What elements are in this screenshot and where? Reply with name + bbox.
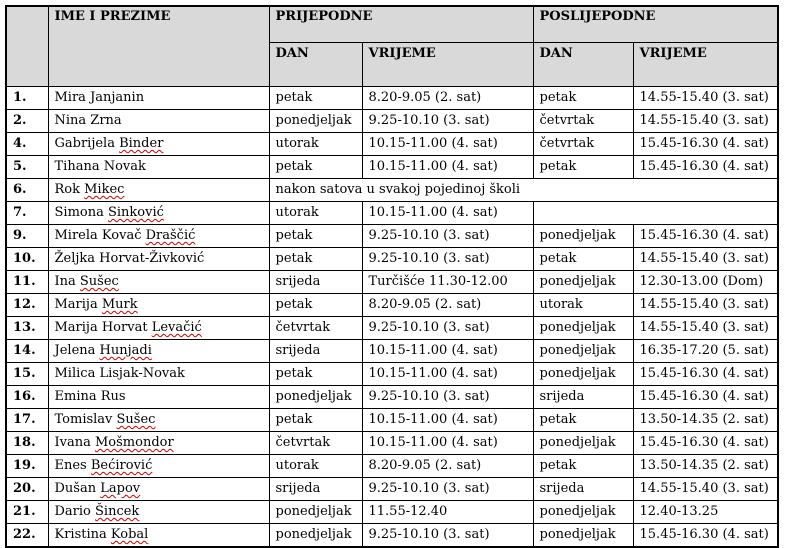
name-text-flagged: Hunjadi xyxy=(99,343,152,358)
afternoon-day: ponedjeljak xyxy=(533,317,633,340)
row-number: 18. xyxy=(6,432,48,455)
person-name xyxy=(48,317,269,340)
afternoon-day: utorak xyxy=(533,294,633,317)
table-row xyxy=(6,248,778,271)
afternoon-day: srijeda xyxy=(533,386,633,409)
row-number: 9. xyxy=(6,225,48,248)
table-row xyxy=(6,524,778,548)
row-number: 21. xyxy=(6,501,48,524)
table-row xyxy=(6,271,778,294)
afternoon-day-header: DAN xyxy=(533,43,633,87)
morning-time-header: VRIJEME xyxy=(362,43,533,87)
row-number: 13. xyxy=(6,317,48,340)
name-text-flagged: Kobal xyxy=(110,527,149,542)
afternoon-time: 14.55-15.40 (3. sat) xyxy=(633,317,778,340)
name-text: Ivana xyxy=(54,435,95,450)
afternoon-time: 14.55-15.40 (3. sat) xyxy=(633,110,778,133)
afternoon-time-header: VRIJEME xyxy=(633,43,778,87)
afternoon-time: 12.40-13.25 xyxy=(633,501,778,524)
name-text: Jelena xyxy=(54,343,100,358)
afternoon-day: četvrtak xyxy=(533,110,633,133)
row-number: 6. xyxy=(6,179,48,202)
morning-day: ponedjeljak xyxy=(269,501,362,524)
morning-time: 9.25-10.10 (3. sat) xyxy=(362,524,533,548)
name-text: Tihana Novak xyxy=(54,159,146,174)
name-text-flagged: Sušec xyxy=(116,412,156,427)
morning-day: petak xyxy=(269,156,362,179)
person-name xyxy=(48,340,269,363)
person-name xyxy=(48,248,269,271)
row-number: 10. xyxy=(6,248,48,271)
morning-time: 10.15-11.00 (4. sat) xyxy=(362,202,533,225)
morning-day: petak xyxy=(269,225,362,248)
table-row xyxy=(6,87,778,110)
row-number: 20. xyxy=(6,478,48,501)
morning-time: 10.15-11.00 (4. sat) xyxy=(362,156,533,179)
afternoon-time: 14.55-15.40 (3. sat) xyxy=(633,87,778,110)
afternoon-day: petak xyxy=(533,409,633,432)
name-text: Enes xyxy=(54,458,91,473)
morning-day: utorak xyxy=(269,455,362,478)
name-text: Ina xyxy=(54,274,80,289)
name-header: IME I PREZIME xyxy=(48,6,269,87)
morning-time: 8.20-9.05 (2. sat) xyxy=(362,455,533,478)
person-name xyxy=(48,409,269,432)
afternoon-time: 15.45-16.30 (4. sat) xyxy=(633,432,778,455)
afternoon-day: ponedjeljak xyxy=(533,524,633,548)
morning-day: srijeda xyxy=(269,271,362,294)
morning-day: četvrtak xyxy=(269,317,362,340)
afternoon-time: 13.50-14.35 (2. sat) xyxy=(633,409,778,432)
person-name xyxy=(48,202,269,225)
name-text: Emina Rus xyxy=(54,389,126,404)
morning-day: petak xyxy=(269,294,362,317)
name-text-flagged: Bećirović xyxy=(90,458,153,473)
header-row-main xyxy=(6,6,778,43)
name-text-flagged: Murk xyxy=(101,297,138,312)
table-row xyxy=(6,409,778,432)
afternoon-time: 14.55-15.40 (3. sat) xyxy=(633,478,778,501)
afternoon-day: ponedjeljak xyxy=(533,225,633,248)
row-number: 2. xyxy=(6,110,48,133)
table-row xyxy=(6,478,778,501)
morning-time: 8.20-9.05 (2. sat) xyxy=(362,294,533,317)
person-name xyxy=(48,225,269,248)
name-text-flagged: Binder xyxy=(119,136,164,151)
name-text: Mira Janjanin xyxy=(54,90,145,105)
row-number: 17. xyxy=(6,409,48,432)
morning-time: 9.25-10.10 (3. sat) xyxy=(362,317,533,340)
table-row xyxy=(6,225,778,248)
morning-day: petak xyxy=(269,87,362,110)
name-text: Simona xyxy=(54,205,108,220)
name-text-flagged: Lapov xyxy=(100,481,141,496)
table-row xyxy=(6,386,778,409)
row-number: 5. xyxy=(6,156,48,179)
afternoon-time: 15.45-16.30 (4. sat) xyxy=(633,524,778,548)
table-row xyxy=(6,110,778,133)
person-name xyxy=(48,478,269,501)
row-number: 11. xyxy=(6,271,48,294)
table-row xyxy=(6,179,778,202)
person-name xyxy=(48,179,269,202)
morning-time: 10.15-11.00 (4. sat) xyxy=(362,363,533,386)
name-text-flagged: Draščić xyxy=(145,228,196,243)
morning-day: srijeda xyxy=(269,478,362,501)
morning-day: petak xyxy=(269,409,362,432)
table-row xyxy=(6,202,778,225)
merged-note: nakon satova u svakoj pojedinoj školi xyxy=(269,179,778,202)
person-name xyxy=(48,294,269,317)
name-text-flagged: Sinković xyxy=(107,205,164,220)
morning-time: 9.25-10.10 (3. sat) xyxy=(362,478,533,501)
person-name xyxy=(48,455,269,478)
table-row xyxy=(6,317,778,340)
morning-time: 10.15-11.00 (4. sat) xyxy=(362,409,533,432)
name-text: Milica Lisjak-Novak xyxy=(54,366,185,381)
name-text: Kristina xyxy=(54,527,111,542)
name-text: Dario xyxy=(54,504,96,519)
afternoon-day: ponedjeljak xyxy=(533,501,633,524)
row-number: 16. xyxy=(6,386,48,409)
morning-time: 10.15-11.00 (4. sat) xyxy=(362,133,533,156)
afternoon-time: 15.45-16.30 (4. sat) xyxy=(633,363,778,386)
schedule-table xyxy=(5,5,779,548)
name-text: Tomislav xyxy=(54,412,117,427)
afternoon-time: 14.55-15.40 (3. sat) xyxy=(633,248,778,271)
person-name xyxy=(48,156,269,179)
person-name xyxy=(48,501,269,524)
table-row xyxy=(6,501,778,524)
afternoon-day: petak xyxy=(533,248,633,271)
afternoon-time: 15.45-16.30 (4. sat) xyxy=(633,386,778,409)
table-row xyxy=(6,294,778,317)
morning-day-header: DAN xyxy=(269,43,362,87)
morning-time: 9.25-10.10 (3. sat) xyxy=(362,225,533,248)
name-text: Marija Horvat xyxy=(54,320,152,335)
person-name xyxy=(48,363,269,386)
afternoon-time: 14.55-15.40 (3. sat) xyxy=(633,294,778,317)
row-number: 22. xyxy=(6,524,48,548)
table-row xyxy=(6,363,778,386)
morning-time: Turčišće 11.30-12.00 xyxy=(362,271,533,294)
afternoon-time: 15.45-16.30 (4. sat) xyxy=(633,133,778,156)
row-number: 14. xyxy=(6,340,48,363)
afternoon-empty xyxy=(533,202,778,225)
afternoon-day: ponedjeljak xyxy=(533,271,633,294)
row-number: 12. xyxy=(6,294,48,317)
afternoon-day: četvrtak xyxy=(533,133,633,156)
name-text: Marija xyxy=(54,297,102,312)
name-text-flagged: Mikec xyxy=(84,182,125,197)
morning-day: četvrtak xyxy=(269,432,362,455)
afternoon-time: 16.35-17.20 (5. sat) xyxy=(633,340,778,363)
morning-day: ponedjeljak xyxy=(269,110,362,133)
name-text-flagged: Levačić xyxy=(151,320,202,335)
morning-day: ponedjeljak xyxy=(269,524,362,548)
name-text: Dušan xyxy=(54,481,101,496)
afternoon-day: petak xyxy=(533,87,633,110)
person-name xyxy=(48,524,269,548)
row-number: 15. xyxy=(6,363,48,386)
person-name xyxy=(48,432,269,455)
morning-day: utorak xyxy=(269,202,362,225)
morning-day: ponedjeljak xyxy=(269,386,362,409)
afternoon-day: ponedjeljak xyxy=(533,432,633,455)
table-row xyxy=(6,455,778,478)
morning-time: 10.15-11.00 (4. sat) xyxy=(362,340,533,363)
morning-header: PRIJEPODNE xyxy=(269,6,533,43)
name-text: Nina Zrna xyxy=(54,113,122,128)
number-header xyxy=(6,6,48,87)
afternoon-time: 12.30-13.00 (Dom) xyxy=(633,271,778,294)
morning-time: 11.55-12.40 xyxy=(362,501,533,524)
afternoon-time: 15.45-16.30 (4. sat) xyxy=(633,156,778,179)
row-number: 4. xyxy=(6,133,48,156)
morning-day: utorak xyxy=(269,133,362,156)
afternoon-day: ponedjeljak xyxy=(533,363,633,386)
name-text-flagged: Sušec xyxy=(79,274,119,289)
morning-time: 9.25-10.10 (3. sat) xyxy=(362,110,533,133)
afternoon-day: petak xyxy=(533,455,633,478)
morning-day: petak xyxy=(269,363,362,386)
afternoon-time: 15.45-16.30 (4. sat) xyxy=(633,225,778,248)
name-text-flagged: Mošmondor xyxy=(95,435,174,450)
person-name xyxy=(48,87,269,110)
person-name xyxy=(48,386,269,409)
afternoon-day: ponedjeljak xyxy=(533,340,633,363)
row-number: 1. xyxy=(6,87,48,110)
afternoon-day: srijeda xyxy=(533,478,633,501)
row-number: 19. xyxy=(6,455,48,478)
table-row xyxy=(6,340,778,363)
morning-time: 9.25-10.10 (3. sat) xyxy=(362,248,533,271)
person-name xyxy=(48,271,269,294)
morning-day: srijeda xyxy=(269,340,362,363)
name-text: Mirela Kovač xyxy=(54,228,146,243)
table-row xyxy=(6,133,778,156)
schedule-body xyxy=(6,87,778,548)
name-text: Rok xyxy=(54,182,85,197)
table-row xyxy=(6,156,778,179)
name-text-flagged: Šincek xyxy=(95,504,140,519)
person-name xyxy=(48,110,269,133)
afternoon-day: petak xyxy=(533,156,633,179)
morning-time: 10.15-11.00 (4. sat) xyxy=(362,432,533,455)
table-row xyxy=(6,432,778,455)
afternoon-time: 13.50-14.35 (2. sat) xyxy=(633,455,778,478)
name-text: Željka Horvat-Živković xyxy=(54,251,205,266)
row-number: 7. xyxy=(6,202,48,225)
morning-time: 9.25-10.10 (3. sat) xyxy=(362,386,533,409)
name-text: Gabrijela xyxy=(54,136,120,151)
afternoon-header: POSLIJEPODNE xyxy=(533,6,778,43)
morning-time: 8.20-9.05 (2. sat) xyxy=(362,87,533,110)
morning-day: petak xyxy=(269,248,362,271)
person-name xyxy=(48,133,269,156)
